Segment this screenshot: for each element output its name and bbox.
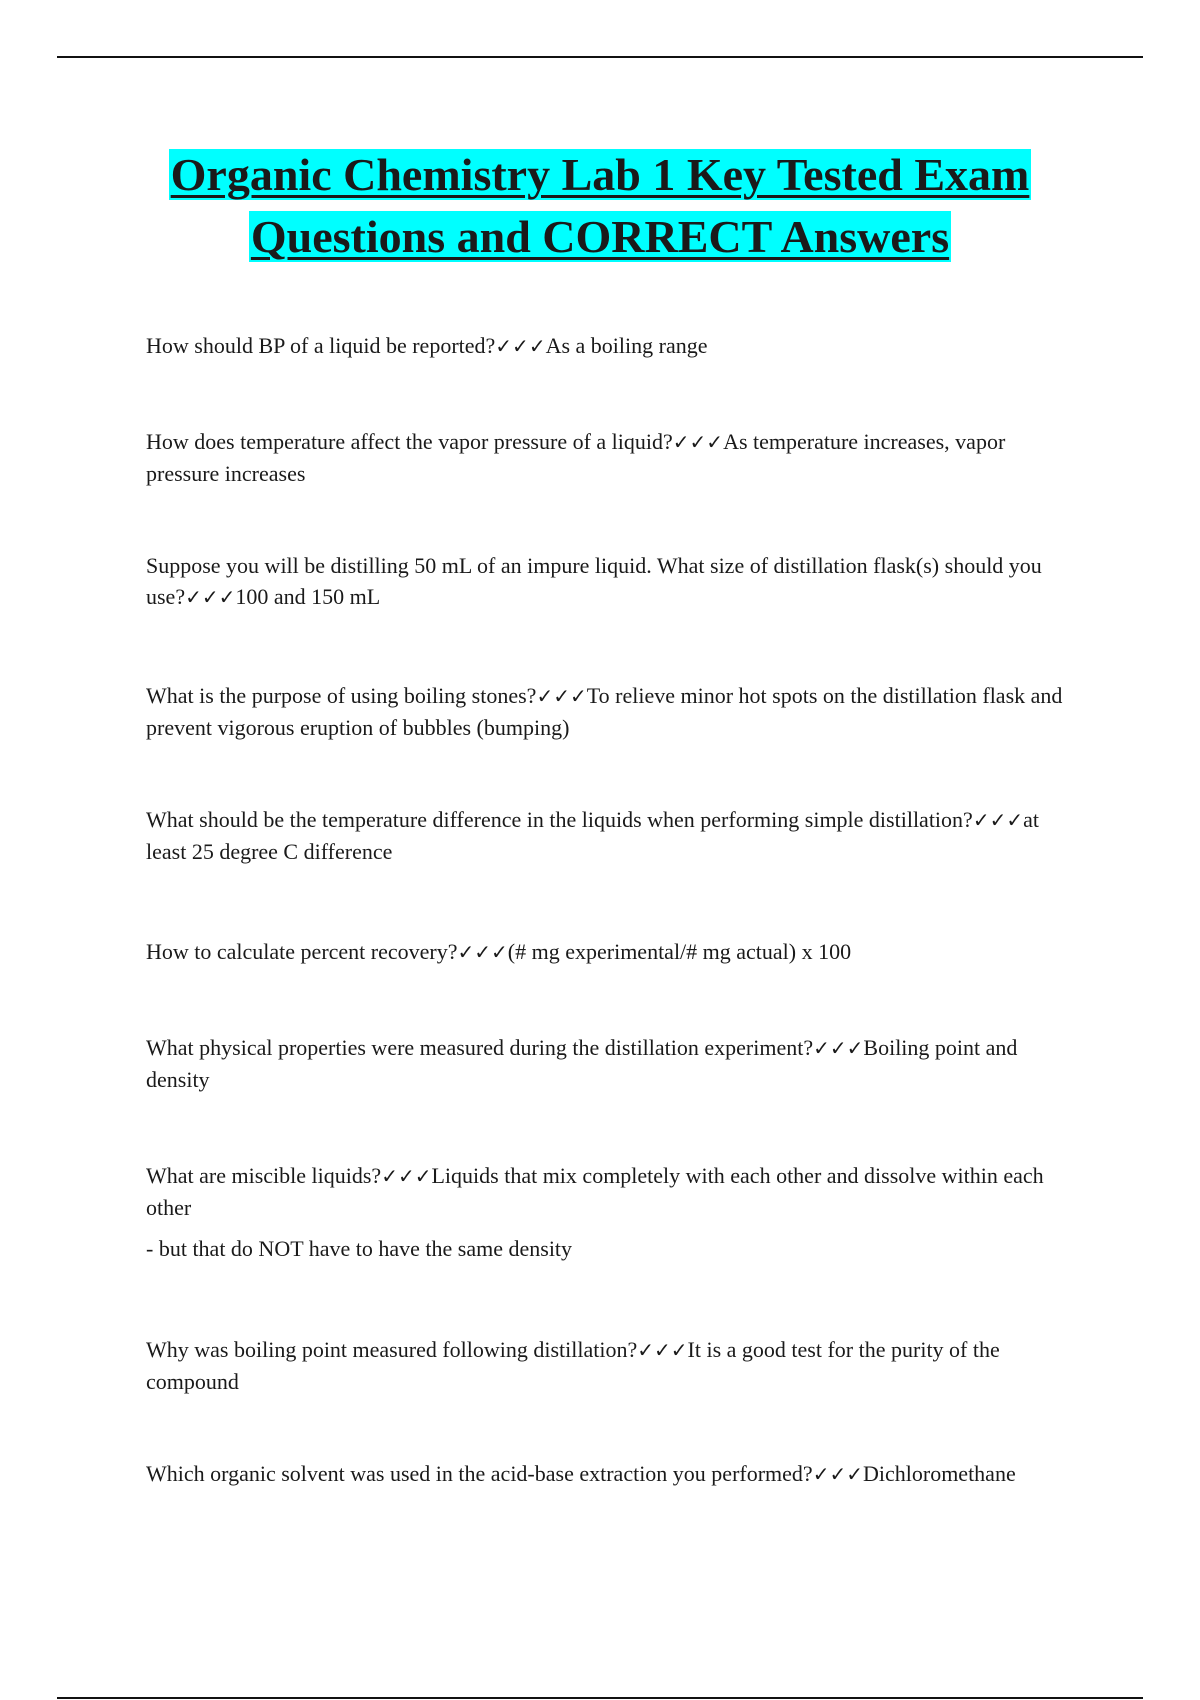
question-text: What is the purpose of using boiling stones? (146, 683, 537, 708)
answer-text: It is a good test for the purity of the compound (146, 1337, 1000, 1394)
question-text: How should BP of a liquid be reported? (146, 333, 496, 358)
check-marks-icon: ✓✓✓ (495, 334, 546, 358)
top-rule (57, 56, 1143, 58)
qa-item-6 (146, 936, 1066, 968)
question-text: Suppose you will be distilling 50 mL of an impure liquid. What size of distillation flask(s) should you use? (146, 553, 1042, 609)
question-text: What physical properties were measured during the distillation experiment? (146, 1035, 814, 1060)
answer-text: As a boiling range (545, 333, 708, 358)
answer-text: Boiling point and density (146, 1035, 1018, 1092)
qa-item-4 (146, 680, 1066, 743)
question-text: Which organic solvent was used in the acid-base extraction you performed? (146, 1461, 813, 1486)
qa-item-1 (146, 330, 1066, 362)
title-line-1: Organic Chemistry Lab 1 Key Tested Exam (170, 149, 1030, 200)
answer-note: - but that do NOT have to have the same density (146, 1236, 573, 1261)
answer-text: As temperature increases, vapor pressure increases (146, 429, 1006, 486)
check-marks-icon: ✓✓✓ (812, 1462, 863, 1486)
answer-text: Dichloromethane (862, 1461, 1016, 1486)
qa-item-8 (146, 1160, 1066, 1264)
check-marks-icon: ✓✓✓ (637, 1338, 688, 1362)
check-marks-icon: ✓✓✓ (457, 940, 508, 964)
check-marks-icon: ✓✓✓ (972, 808, 1024, 832)
check-marks-icon: ✓✓✓ (381, 1164, 432, 1188)
qa-item-5 (146, 804, 1066, 867)
question-text: What are miscible liquids? (146, 1163, 382, 1188)
check-marks-icon: ✓✓✓ (536, 684, 587, 708)
qa-item-2 (146, 426, 1066, 489)
title-line-2: Questions and CORRECT Answers (250, 211, 950, 262)
bottom-rule (57, 1697, 1143, 1699)
qa-item-3 (146, 550, 1066, 613)
answer-text: Liquids that mix completely with each other and dissolve within each other (146, 1163, 1044, 1220)
document-title (100, 144, 1100, 268)
question-text: How to calculate percent recovery? (146, 939, 458, 964)
qa-item-9 (146, 1334, 1066, 1397)
qa-item-7 (146, 1032, 1066, 1095)
check-marks-icon: ✓✓✓ (813, 1036, 864, 1060)
answer-text: To relieve minor hot spots on the distillation flask and prevent vigorous eruption of bubbles (bumping) (146, 683, 1063, 740)
question-text: Why was boiling point measured following distillation? (146, 1337, 638, 1362)
check-marks-icon: ✓✓✓ (672, 430, 724, 454)
answer-text: (# mg experimental/# mg actual) x 100 (507, 939, 852, 964)
qa-item-10 (146, 1458, 1066, 1490)
question-text: What should be the temperature difference in the liquids when performing simple distillation? (146, 807, 973, 832)
answer-text: 100 and 150 mL (235, 584, 381, 609)
check-marks-icon: ✓✓✓ (185, 585, 236, 609)
question-text: How does temperature affect the vapor pressure of a liquid? (146, 429, 673, 454)
answer-text: at least 25 degree C difference (146, 807, 1039, 864)
